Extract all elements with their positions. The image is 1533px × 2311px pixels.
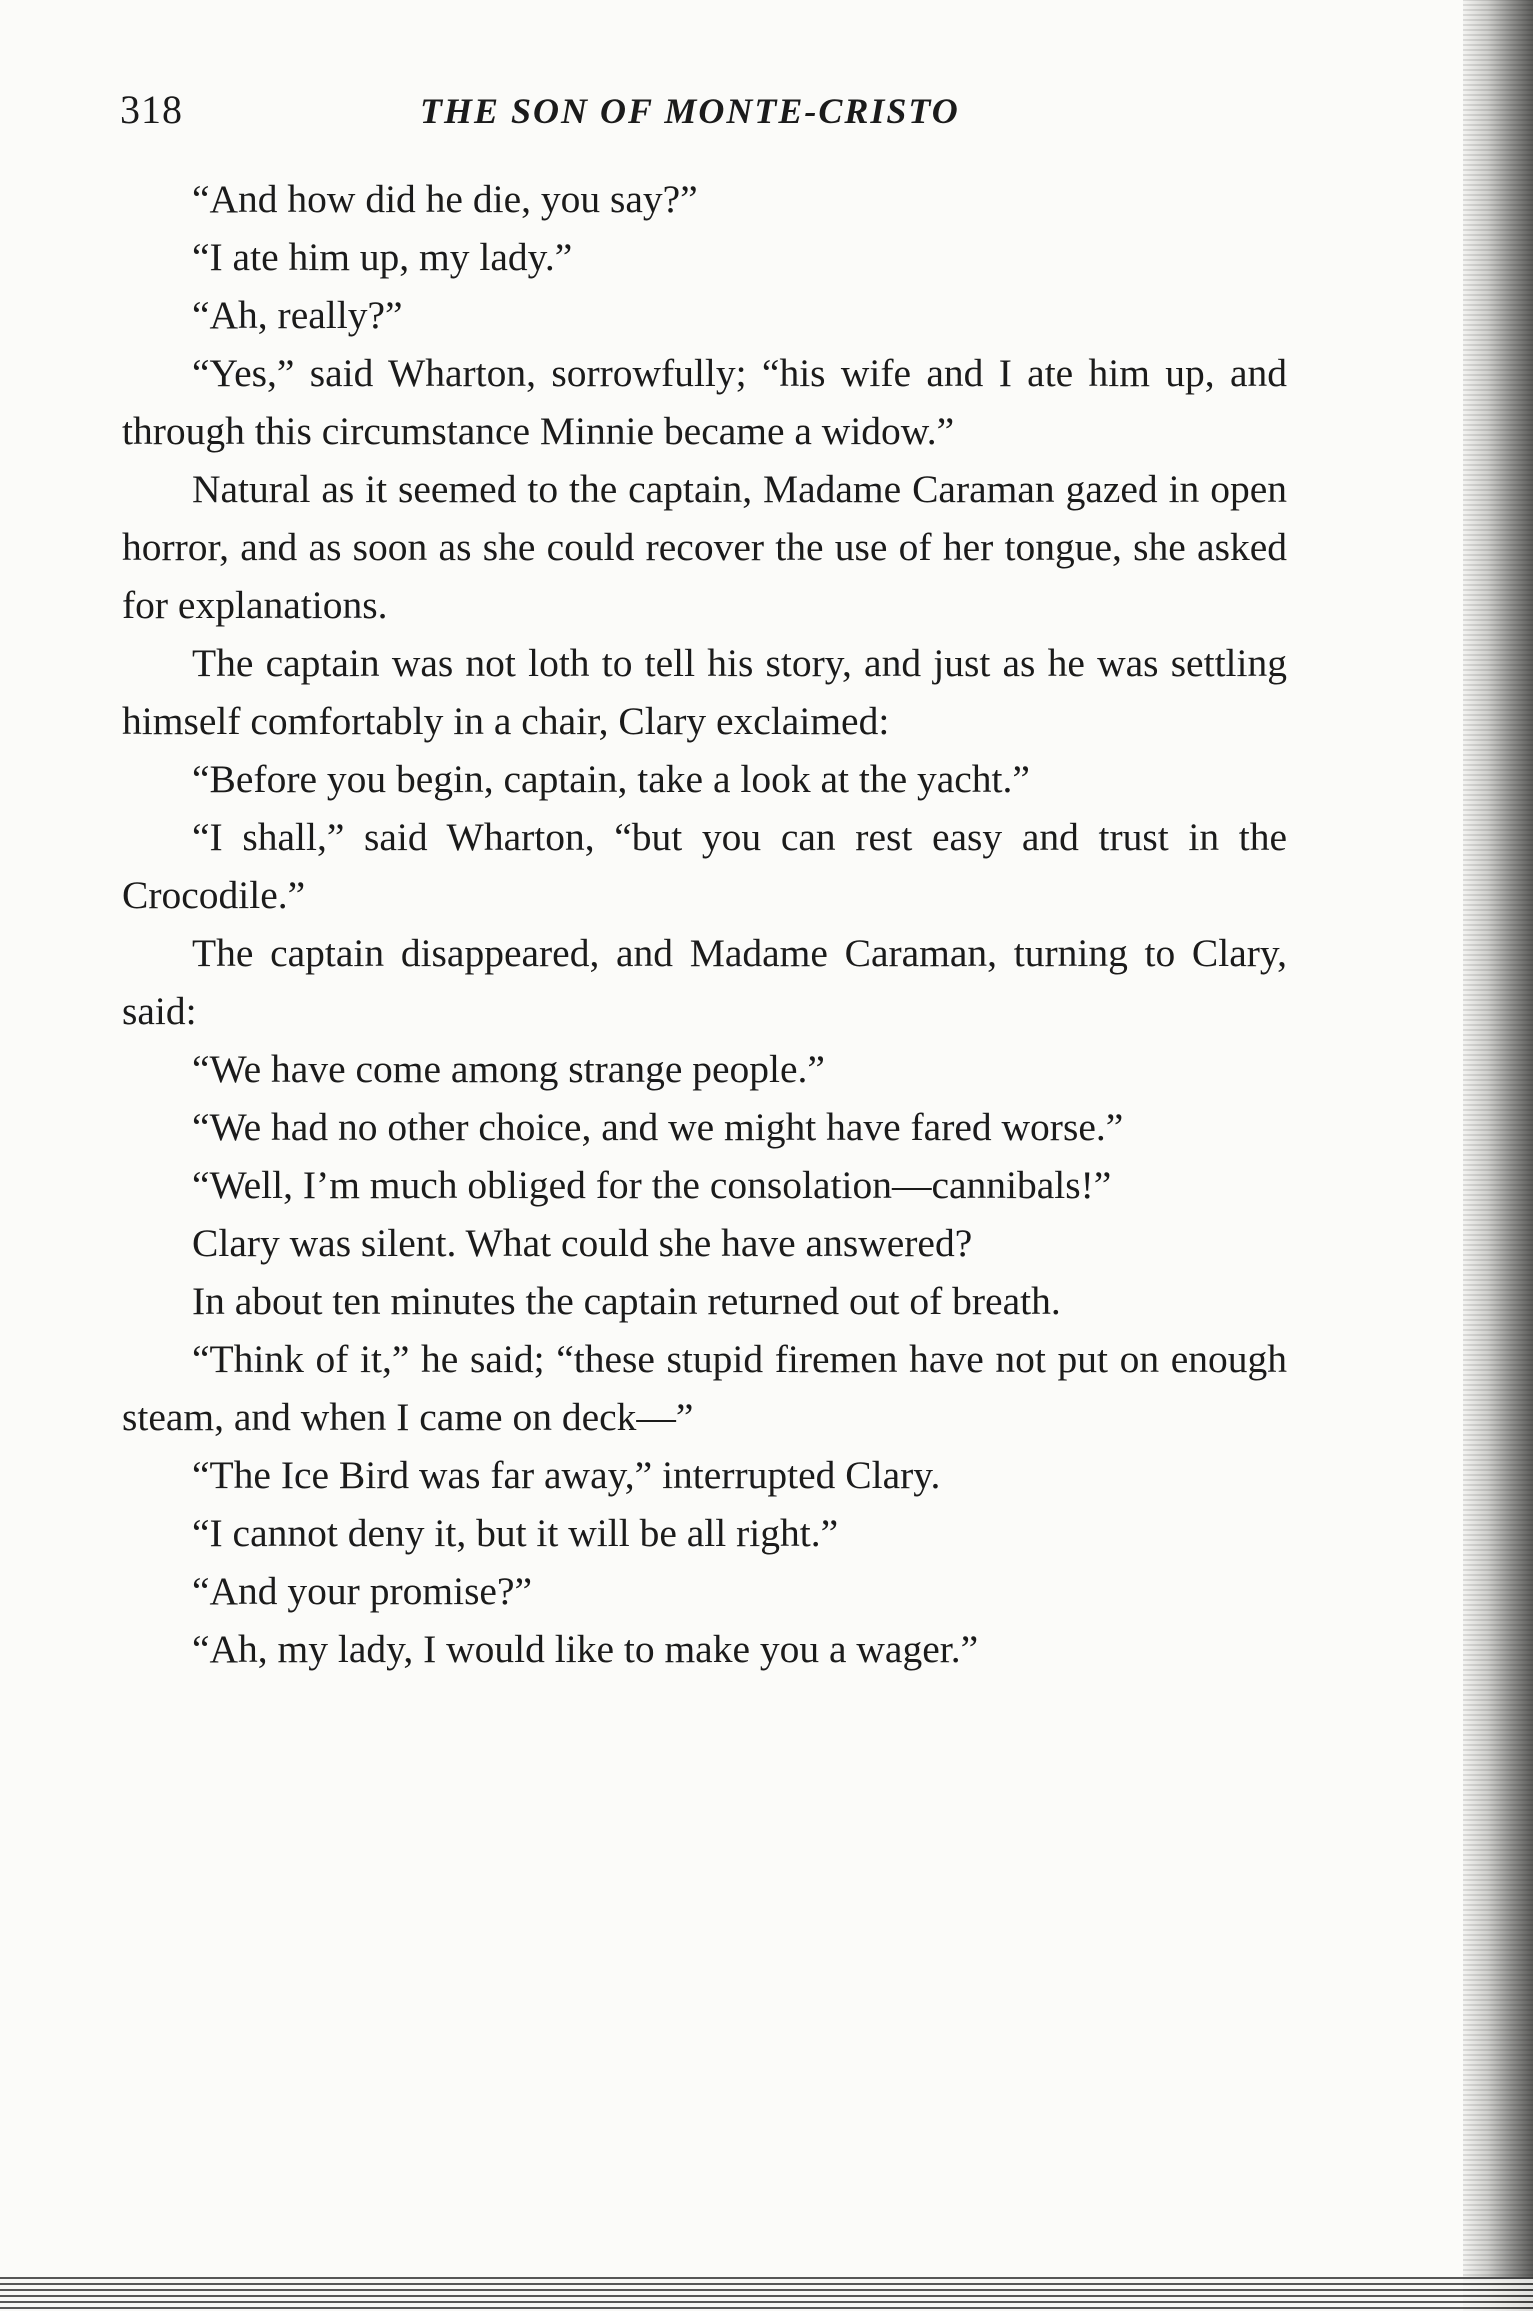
body-text: [122, 170, 1287, 1678]
paragraph: “Well, I’m much obliged for the consolation—cannibals!”: [192, 1163, 1112, 1207]
paragraph: In about ten minutes the captain returned out of breath.: [192, 1279, 1061, 1323]
page-number: 318: [120, 87, 183, 132]
paragraph: “Yes,” said Wharton, sorrowfully; “his wife and I ate him up, and through this circumstance Minnie became a widow.”: [122, 351, 1287, 453]
paragraph: “Think of it,” he said; “these stupid firemen have not put on enough steam, and when I came on deck—”: [122, 1337, 1287, 1439]
paragraph: “The Ice Bird was far away,” interrupted Clary.: [192, 1453, 941, 1497]
paragraph: “Before you begin, captain, take a look at the yacht.”: [192, 757, 1030, 801]
paragraph: Natural as it seemed to the captain, Madame Caraman gazed in open horror, and as soon as she could recover the use of her tongue, she asked for explanations.: [122, 467, 1287, 627]
paragraph: Clary was silent. What could she have answered?: [192, 1221, 973, 1265]
paragraph: “Ah, my lady, I would like to make you a wager.”: [192, 1627, 979, 1671]
paragraph: “And your promise?”: [192, 1569, 533, 1613]
paragraph: The captain disappeared, and Madame Caraman, turning to Clary, said:: [122, 931, 1287, 1033]
paragraph: “We have come among strange people.”: [192, 1047, 825, 1091]
paragraph: “We had no other choice, and we might have fared worse.”: [192, 1105, 1124, 1149]
paragraph: “Ah, really?”: [192, 293, 403, 337]
paragraph: The captain was not loth to tell his story, and just as he was settling himself comfortably in a chair, Clary exclaimed:: [122, 641, 1287, 743]
paragraph: “I shall,” said Wharton, “but you can rest easy and trust in the Crocodile.”: [122, 815, 1287, 917]
page-edge-shadow: [1463, 0, 1533, 2311]
paragraph: “I ate him up, my lady.”: [192, 235, 573, 279]
running-title: THE SON OF MONTE-CRISTO: [420, 91, 960, 131]
paragraph: “I cannot deny it, but it will be all right.”: [192, 1511, 839, 1555]
bottom-edge-rule: [0, 2277, 1533, 2311]
paragraph: “And how did he die, you say?”: [192, 177, 698, 221]
page-header: [120, 86, 1300, 146]
